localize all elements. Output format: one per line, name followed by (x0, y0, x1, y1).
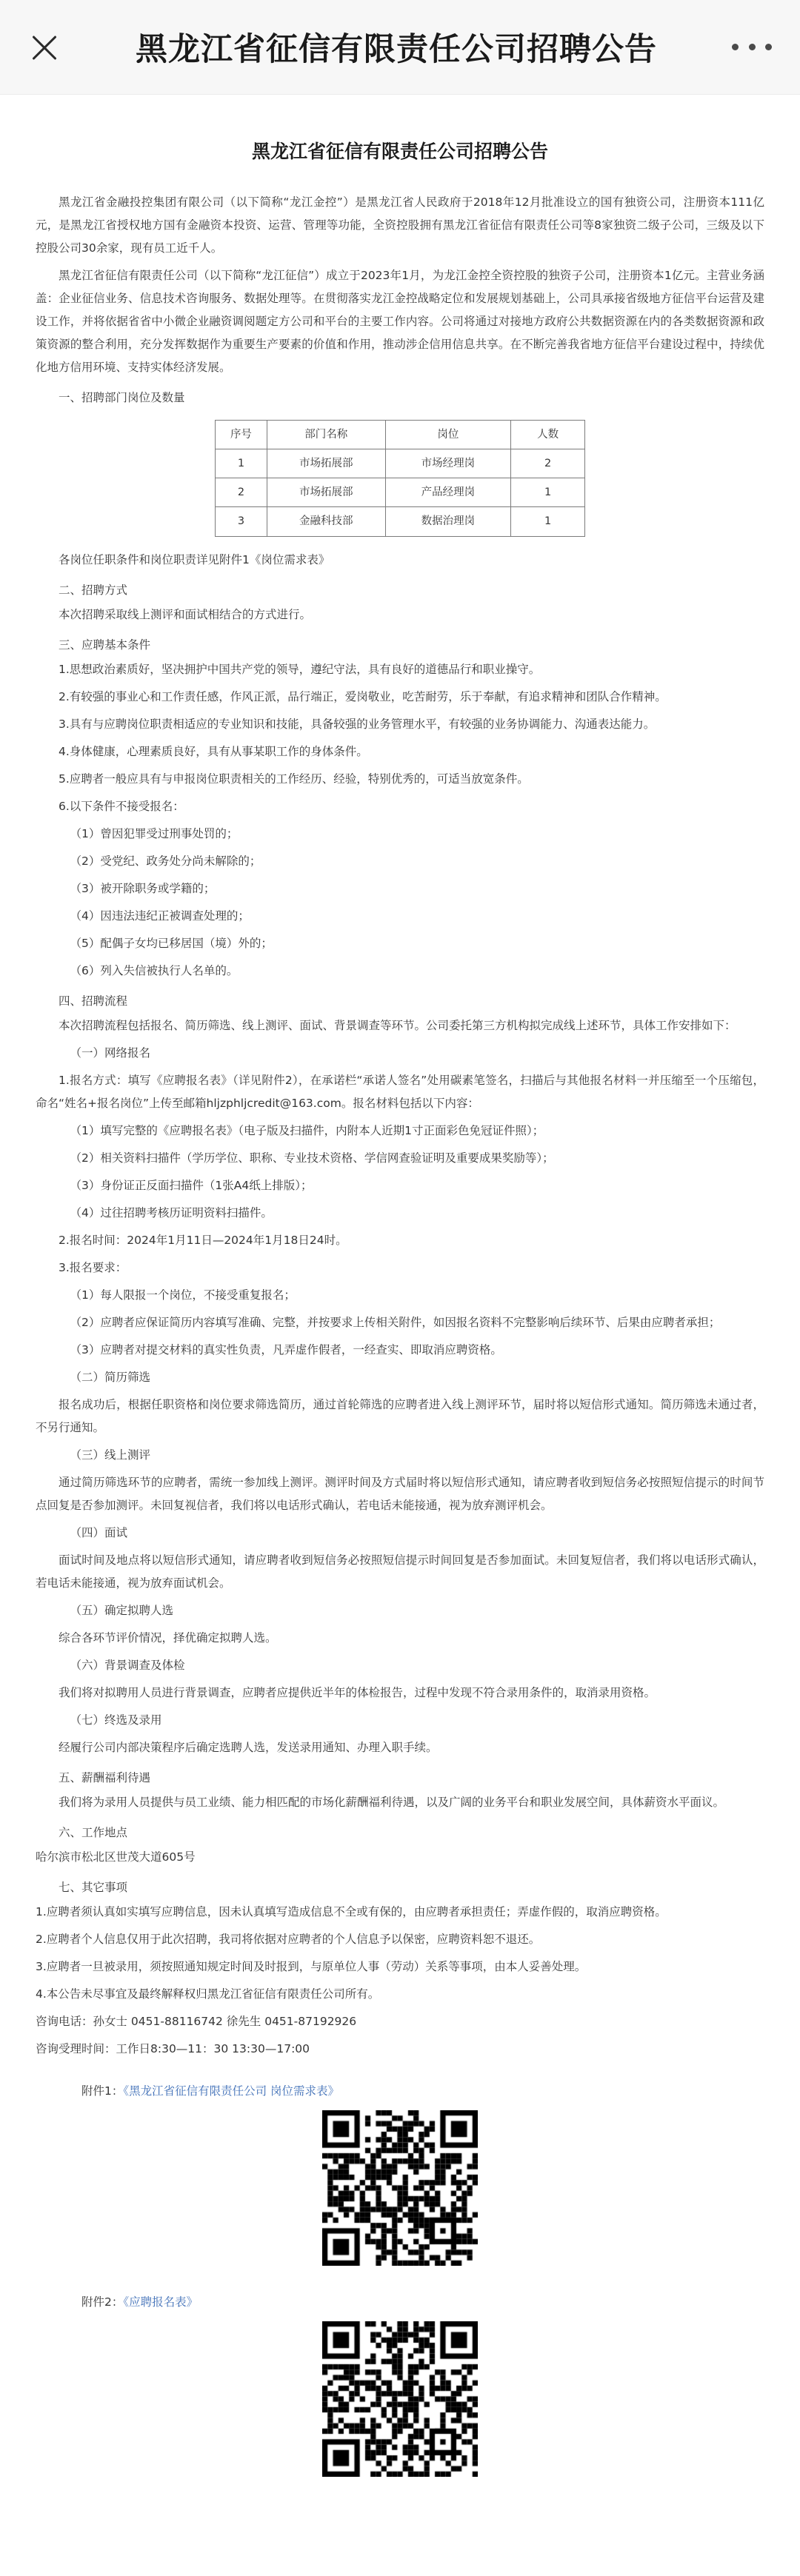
other-item-1: 1.应聘者须认真如实填写应聘信息，因未认真填写造成信息不全或有保的，由应聘者承担责任；弄虚作假的，取消应聘资格。 (36, 1904, 667, 1918)
step-1-item-3: （3）身份证正反面扫描件（1张A4纸上排版）； (70, 1178, 313, 1192)
req-exclude-1: （1）曾因犯罪受过刑事处罚的； (70, 826, 239, 840)
jobs-table (215, 420, 585, 537)
section-heading-7: 七、其它事项 (59, 1880, 128, 1894)
step-3-paragraph: 通过简历筛选环节的应聘者，需统一参加线上测评。测评时间及方式届时将以短信形式通知，请应聘者收到短信务必按照短信提示的时间节点回复是否参加测评。未回复视信者，我们将以电话形式确认，若电话未能接通，视为放弃测评机会。 (36, 1475, 764, 1512)
table-row (216, 507, 585, 536)
dot (732, 44, 739, 50)
section-2-paragraph: 本次招聘采取线上测评和面试相结合的方式进行。 (59, 607, 312, 621)
step-1-after-2: 3.报名要求： (59, 1260, 127, 1274)
step-1-after-item-3: （3）应聘者对提交材料的真实性负责，凡弄虚作假者，一经查实、即取消应聘资格。 (70, 1342, 502, 1356)
jobs-table-wrapper (36, 420, 764, 537)
step-1-item-4: （4）过往招聘考核历证明资料扫描件。 (70, 1205, 273, 1220)
step-7-title: （七）终选及录用 (70, 1713, 162, 1727)
step-5-title: （五）确定拟聘人选 (70, 1603, 174, 1617)
cell-dept: 市场拓展部 (267, 478, 385, 507)
table-note: 各岗位任职条件和岗位职责详见附件1《岗位需求表》 (59, 552, 330, 566)
attachment-1-link[interactable]: 《黑龙江省征信有限责任公司 岗位需求表》 (123, 2084, 340, 2098)
step-1-paragraph: 1.报名方式：填写《应聘报名表》（详见附件2），在承诺栏“承诺人签名”处用碳素笔签名，扫描后与其他报名材料一并压缩至一个压缩包，命名“姓名+报名岗位”上传至邮箱hljzphljcredit@163.com。报名材料包括以下内容： (36, 1073, 764, 1110)
work-location: 哈尔滨市松北区世茂大道605号 (36, 1850, 196, 1864)
process-intro: 本次招聘流程包括报名、简历筛选、线上测评、面试、背景调查等环节。公司委托第三方机构拟完成线上述环节，具体工作安排如下： (59, 1018, 736, 1032)
step-1-after-1: 2.报名时间：2024年1月11日—2024年1月18日24时。 (59, 1233, 347, 1247)
step-2-paragraph: 报名成功后，根据任职资格和岗位要求筛选简历，通过首轮筛选的应聘者进入线上测评环节，届时将以短信形式通知。简历筛选未通过者，不另行通知。 (36, 1397, 764, 1434)
attachment-2-link[interactable]: 《应聘报名表》 (123, 2295, 199, 2309)
bottom-spacer (36, 2502, 764, 2532)
qr-code-attachment-1[interactable] (322, 2110, 478, 2266)
cell-count: 1 (511, 507, 585, 536)
cell-post: 数据治理岗 (385, 507, 511, 536)
cell-dept: 市场拓展部 (267, 449, 385, 478)
other-item-4: 4.本公告未尽事宜及最终解释权归黑龙江省征信有限责任公司所有。 (36, 1987, 380, 2001)
section-heading-2: 二、招聘方式 (59, 583, 128, 597)
step-1-after-item-1: （1）每人限报一个岗位，不接受重复报名； (70, 1288, 296, 1302)
attachment-1-line (36, 2080, 764, 2103)
contact-phone: 咨询电话：孙女士 0451-88116742 徐先生 0451-87192926 (36, 2014, 357, 2028)
dot (765, 44, 772, 50)
intro-paragraph: 黑龙江省征信有限责任公司（以下简称“龙江征信”）成立于2023年1月，为龙江金控全资控股的独资子公司，注册资本1亿元。主营业务涵盖：企业征信业务、信息技术咨询服务、数据处理等。在贯彻落实龙江金控战略定位和发展规划基础上，公司具承接省级地方征信平台运营及建设工作，并将依据省省中小微企业融资调阅题定方公司和平台的主要工作内容。公司将通过对接地方政府公共数据资源在内的各类数据资源和政策资源的整合利用，充分发挥数据作为重要生产要素的价值和作用，推动涉企信用信息共享。在不断完善我省地方征信平台建设过程中，持续优化地方信用环境、支持实体经济发展。 (36, 268, 764, 374)
cell-post: 市场经理岗 (385, 449, 511, 478)
table-row (216, 449, 585, 478)
req-exclude-2: （2）受党纪、政务处分尚未解除的； (70, 854, 261, 868)
cell-count: 1 (511, 478, 585, 507)
req-item-1: 1.思想政治素质好，坚决拥护中国共产党的领导，遵纪守法，具有良好的道德品行和职业操守。 (59, 662, 541, 676)
step-5-paragraph: 综合各环节评价情况，择优确定拟聘人选。 (59, 1630, 277, 1645)
cell-count: 2 (511, 449, 585, 478)
document-heading: 黑龙江省征信有限责任公司招聘公告 (251, 141, 548, 162)
qr-code-attachment-2[interactable] (322, 2321, 478, 2477)
req-item-2: 2.有较强的事业心和工作责任感，作风正派，品行端正，爱岗敬业，吃苦耐劳，乐于奉献，有追求精神和团队合作精神。 (59, 689, 667, 703)
step-3-title: （三）线上测评 (70, 1448, 151, 1462)
more-dots-icon[interactable] (729, 44, 775, 50)
cell-seq: 2 (216, 478, 267, 507)
step-7-paragraph: 经履行公司内部决策程序后确定选聘人选，发送录用通知、办理入职手续。 (59, 1740, 438, 1754)
article-body (0, 95, 800, 2576)
step-4-title: （四）面试 (70, 1525, 128, 1539)
section-heading-6: 六、工作地点 (59, 1825, 128, 1839)
req-item-3: 3.具有与应聘岗位职责相适应的专业知识和技能，具备较强的业务管理水平，有较强的业务协调能力、沟通表达能力。 (59, 717, 656, 731)
cell-seq: 1 (216, 449, 267, 478)
attachment-1-qr-wrapper (36, 2110, 764, 2266)
section-heading-5: 五、薪酬福利待遇 (59, 1770, 151, 1784)
close-icon[interactable] (25, 28, 64, 67)
cell-dept: 金融科技部 (267, 507, 385, 536)
col-header-count: 人数 (511, 420, 585, 449)
step-1-after-item-2: （2）应聘者应保证简历内容填写准确、完整，并按要求上传相关附件，如因报名资料不完整影响后续环节、后果由应聘者承担； (70, 1315, 721, 1329)
contact-hours: 咨询受理时间：工作日8:30—11：30 13:30—17:00 (36, 2041, 310, 2055)
section-heading-4: 四、招聘流程 (59, 994, 128, 1008)
attachment-1-label: 附件1： (81, 2084, 124, 2098)
req-item-4: 4.身体健康，心理素质良好，具有从事某职工作的身体条件。 (59, 744, 368, 758)
req-item-6: 6.以下条件不接受报名： (59, 799, 184, 813)
req-exclude-6: （6）列入失信被执行人名单的。 (70, 963, 239, 977)
cell-post: 产品经理岗 (385, 478, 511, 507)
dot (749, 44, 756, 50)
step-1-title: （一）网络报名 (70, 1046, 151, 1060)
section-heading-3: 三、应聘基本条件 (59, 638, 151, 652)
attachment-2-label: 附件2： (81, 2295, 124, 2309)
table-row (216, 478, 585, 507)
col-header-post: 岗位 (385, 420, 511, 449)
col-header-dept: 部门名称 (267, 420, 385, 449)
req-exclude-5: （5）配偶子女均已移居国（境）外的； (70, 936, 273, 950)
step-4-paragraph: 面试时间及地点将以短信形式通知，请应聘者收到短信务必按照短信提示时间回复是否参加面试。未回复短信者，我们将以电话形式确认，若电话未能接通，视为放弃面试机会。 (36, 1553, 764, 1590)
other-item-2: 2.应聘者个人信息仅用于此次招聘，我司将依据对应聘者的个人信息予以保密，应聘资料恕不退还。 (36, 1932, 541, 1946)
attachment-2-line (36, 2291, 764, 2314)
table-header-row (216, 420, 585, 449)
step-1-item-2: （2）相关资料扫描件（学历学位、职称、专业技术资格、学信网查验证明及重要成果奖励等）； (70, 1151, 554, 1165)
req-exclude-4: （4）因违法违纪正被调查处理的； (70, 909, 250, 923)
section-heading-1: 一、招聘部门岗位及数量 (59, 390, 185, 404)
step-1-item-1: （1）填写完整的《应聘报名表》（电子版及扫描件，内附本人近期1寸正面彩色免冠证件照）； (70, 1123, 544, 1137)
req-item-5: 5.应聘者一般应具有与申报岗位职责相关的工作经历、经验，特别优秀的，可适当放宽条件。 (59, 772, 529, 786)
attachment-2-qr-wrapper (36, 2321, 764, 2477)
req-exclude-3: （3）被开除职务或学籍的； (70, 881, 216, 895)
step-6-title: （六）背景调查及体检 (70, 1658, 185, 1672)
step-2-title: （二）简历筛选 (70, 1370, 151, 1384)
section-5-paragraph: 我们将为录用人员提供与员工业绩、能力相匹配的市场化薪酬福利待遇，以及广阔的业务平台和职业发展空间，具体薪资水平面议。 (59, 1795, 725, 1809)
step-6-paragraph: 我们将对拟聘用人员进行背景调查，应聘者应提供近半年的体检报告，过程中发现不符合录用条件的，取消录用资格。 (59, 1685, 656, 1699)
col-header-seq: 序号 (216, 420, 267, 449)
intro-paragraph: 黑龙江省金融投控集团有限公司（以下简称“龙江金控”）是黑龙江省人民政府于2018年12月批准设立的国有独资公司，注册资本111亿元，是黑龙江省授权地方国有金融资本投资、运营、管理等功能，全资控股拥有黑龙江省征信有限责任公司等8家独资二级子公司，三级及以下控股公司30余家，现有员工近千人。 (36, 195, 764, 255)
cell-seq: 3 (216, 507, 267, 536)
titlebar (0, 0, 800, 95)
page-title: 黑龙江省征信有限责任公司招聘公告 (136, 31, 657, 68)
other-item-3: 3.应聘者一旦被录用，须按照通知规定时间及时报到，与原单位人事（劳动）关系等事项，由本人妥善处理。 (36, 1959, 587, 1973)
